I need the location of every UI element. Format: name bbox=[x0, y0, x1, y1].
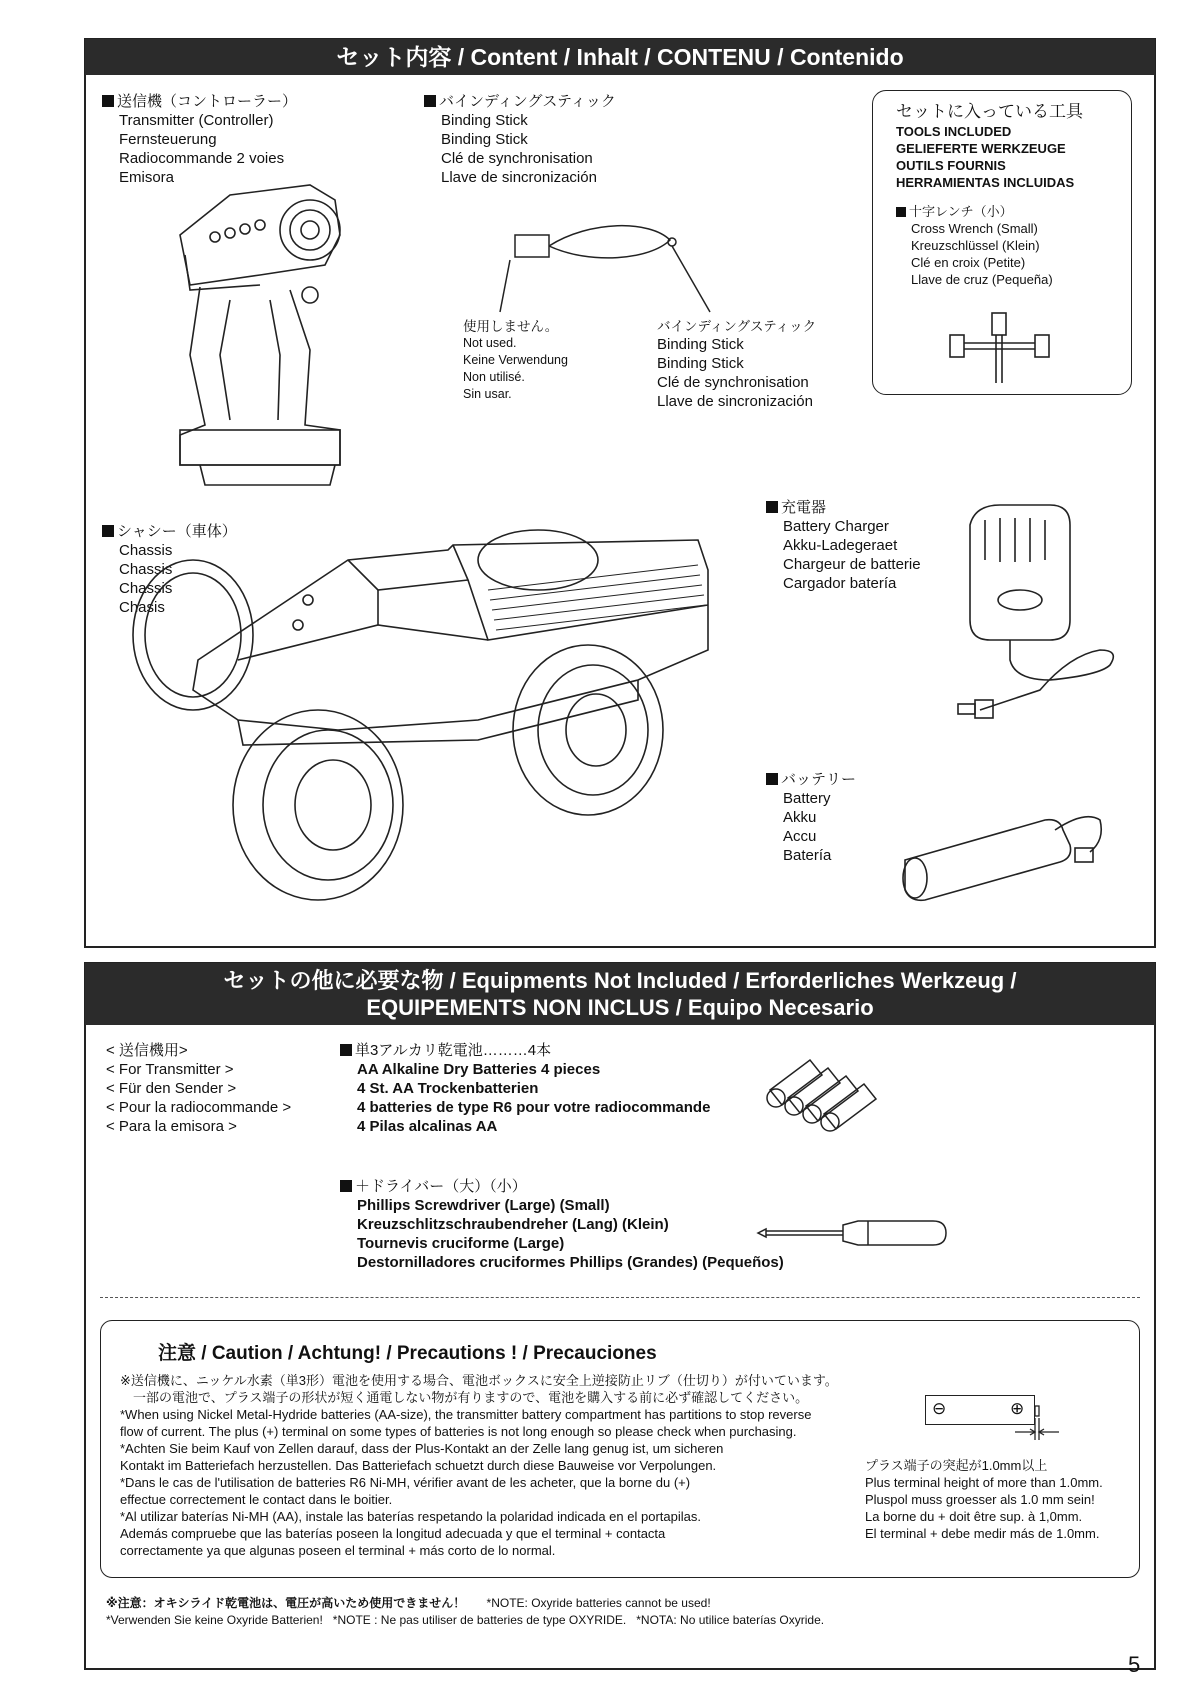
chassis-line: Chasis bbox=[119, 599, 165, 616]
for-transmitter-line: < Pour la radiocommande > bbox=[106, 1099, 292, 1116]
aa-batteries-label bbox=[340, 1041, 710, 1136]
charger-heading: 充電器 bbox=[781, 499, 827, 516]
caution-paragraph: Además compruebe que las baterías poseen la longitud adecuada y que el terminal + contacta bbox=[120, 1526, 666, 1541]
cross-wrench-icon bbox=[945, 313, 1055, 383]
terminal-dimension-marker bbox=[1035, 1400, 1095, 1450]
callout-line: Binding Stick bbox=[657, 336, 744, 353]
terminal-note-line: La borne du + doit être sup. à 1,0mm. bbox=[865, 1509, 1083, 1524]
battery-terminal-diagram bbox=[925, 1395, 1035, 1425]
caution-paragraph: correctamente ya que algunas poseen el terminal + más corto de lo normal. bbox=[120, 1543, 556, 1558]
for-transmitter-line: < 送信機用> bbox=[106, 1042, 188, 1059]
callout-line: Llave de sincronización bbox=[657, 393, 813, 410]
bullet-square bbox=[766, 501, 778, 513]
wrench-heading: 十字レンチ（小） bbox=[909, 204, 1013, 219]
wrench-line: Clé en croix (Petite) bbox=[911, 255, 1026, 270]
charger-label bbox=[766, 498, 921, 593]
tools-included-text bbox=[896, 101, 1083, 288]
battery-line: Battery bbox=[783, 790, 831, 807]
bullet-square bbox=[766, 773, 778, 785]
binding-stick-line: Binding Stick bbox=[441, 112, 528, 129]
screwdriver-line: Kreuzschlitzschraubendreher (Lang) (Klein) bbox=[357, 1216, 669, 1233]
chassis-illustration bbox=[118, 530, 718, 920]
chassis-line: Chassis bbox=[119, 561, 173, 578]
not-used-note bbox=[463, 318, 568, 403]
for-transmitter-line: < Para la emisora > bbox=[106, 1118, 237, 1135]
footer-note-2: *Verwenden Sie keine Oxyride Batterien! *NOTE : Ne pas utiliser de batteries de type OXYRIDE. *NOTA: No utilice baterías Oxyride. bbox=[106, 1613, 825, 1627]
binding-stick-line: Llave de sincronización bbox=[441, 169, 597, 186]
for-transmitter-note bbox=[106, 1041, 291, 1136]
screwdriver-line: Tournevis cruciforme (Large) bbox=[357, 1235, 565, 1252]
caution-paragraph: 一部の電池で、プラス端子の形状が短く通電しない物が有りますので、電池を購入する前に必ず確認してください。 bbox=[120, 1390, 809, 1405]
terminal-note-line: プラス端子の突起が1.0mm以上 bbox=[865, 1458, 1048, 1473]
not-used-line: Sin usar. bbox=[463, 387, 512, 401]
terminal-note-line: El terminal + debe medir más de 1.0mm. bbox=[865, 1526, 1100, 1541]
dashed-divider bbox=[100, 1297, 1140, 1298]
chassis-line: Chassis bbox=[119, 580, 173, 597]
transmitter-line: Radiocommande 2 voies bbox=[119, 150, 285, 167]
charger-illustration bbox=[960, 500, 1130, 725]
bullet-square bbox=[102, 95, 114, 107]
equipment-section-title bbox=[85, 963, 1155, 1025]
caution-paragraph: flow of current. The plus (+) terminal on some types of batteries is not long enough so please check when purchasing. bbox=[120, 1424, 797, 1439]
for-transmitter-line: < Für den Sender > bbox=[106, 1080, 237, 1097]
for-transmitter-line: < For Transmitter > bbox=[106, 1061, 234, 1078]
callout-line: バインディングスティック bbox=[657, 319, 817, 334]
screwdriver-line: Phillips Screwdriver (Large) (Small) bbox=[357, 1197, 610, 1214]
terminal-note bbox=[865, 1457, 1103, 1542]
battery-line: Akku bbox=[783, 809, 817, 826]
equipment-title-line1: セットの他に必要な物 / Equipments Not Included / Erforderliches Werkzeug / bbox=[223, 968, 1017, 993]
aa-batteries-line: AA Alkaline Dry Batteries 4 pieces bbox=[357, 1061, 601, 1078]
plus-symbol: ⊕ bbox=[1010, 1399, 1025, 1418]
aa-batteries-line: 4 St. AA Trockenbatterien bbox=[357, 1080, 539, 1097]
transmitter-line: Fernsteuerung bbox=[119, 131, 217, 148]
wrench-line: Cross Wrench (Small) bbox=[911, 221, 1038, 236]
caution-paragraph: *Dans le cas de l'utilisation de batteries R6 Ni-MH, vérifier avant de les acheter, que la borne du (+) bbox=[120, 1475, 691, 1490]
screwdriver-illustration bbox=[758, 1213, 948, 1253]
caution-paragraph: effectue correctement le contact dans le boitier. bbox=[120, 1492, 393, 1507]
equipment-title-line2: EQUIPEMENTS NON INCLUS / Equipo Necesario bbox=[366, 995, 874, 1020]
binding-stick-line: Binding Stick bbox=[441, 131, 528, 148]
not-used-line: Not used. bbox=[463, 336, 517, 350]
bullet-square bbox=[102, 525, 114, 537]
callout-line: Clé de synchronisation bbox=[657, 374, 809, 391]
content-section-title: セット内容 / Content / Inhalt / CONTENU / Contenido bbox=[85, 39, 1155, 75]
tools-line: OUTILS FOURNIS bbox=[896, 158, 1006, 173]
transmitter-heading: 送信機（コントローラー） bbox=[117, 93, 298, 110]
bullet-square bbox=[896, 207, 906, 217]
caution-title: 注意 / Caution / Achtung! / Precautions ! / Precauciones bbox=[158, 1343, 657, 1364]
screwdriver-label bbox=[340, 1177, 784, 1272]
transmitter-illustration bbox=[160, 175, 360, 495]
bullet-square bbox=[340, 1180, 352, 1192]
caution-paragraph: Kontakt im Batteriefach herzustellen. Das Batteriefach schuetzt durch diese Bauweise vor Verpolungen. bbox=[120, 1458, 717, 1473]
chassis-line: Chassis bbox=[119, 542, 173, 559]
charger-line: Akku-Ladegeraet bbox=[783, 537, 898, 554]
battery-line: Batería bbox=[783, 847, 832, 864]
binding-stick-label bbox=[424, 92, 616, 187]
not-used-line: Non utilisé. bbox=[463, 370, 525, 384]
charger-line: Battery Charger bbox=[783, 518, 889, 535]
binding-stick-line: Clé de synchronisation bbox=[441, 150, 593, 167]
footer-note-1 bbox=[106, 1594, 711, 1611]
caution-paragraph: *Al utilizar baterías Ni-MH (AA), instale las baterías respetando la polaridad indicada en el portapilas. bbox=[120, 1509, 701, 1524]
screwdriver-heading: ＋ドライバー（大）（小） bbox=[355, 1178, 527, 1195]
caution-paragraph: *When using Nickel Metal-Hydride batteries (AA-size), the transmitter battery compartment has partitions to stop reverse bbox=[120, 1407, 812, 1422]
minus-symbol: ⊖ bbox=[932, 1399, 947, 1418]
battery-heading: バッテリー bbox=[781, 771, 857, 788]
binding-stick-callout bbox=[657, 318, 816, 411]
page-number: 5 bbox=[1128, 1652, 1141, 1677]
caution-paragraph: *Achten Sie beim Kauf von Zellen darauf, dass der Plus-Kontakt an der Zelle lang genug ist, um sicheren bbox=[120, 1441, 724, 1456]
caution-text bbox=[120, 1372, 880, 1559]
footer-note-en: *NOTE: Oxyride batteries cannot be used! bbox=[486, 1596, 711, 1610]
battery-line: Accu bbox=[783, 828, 817, 845]
terminal-note-line: Pluspol muss groesser als 1.0 mm sein! bbox=[865, 1492, 1095, 1507]
charger-line: Chargeur de batterie bbox=[783, 556, 921, 573]
tools-line: GELIEFERTE WERKZEUGE bbox=[896, 141, 1066, 156]
aa-batteries-line: 4 batteries de type R6 pour votre radiocommande bbox=[357, 1099, 711, 1116]
tools-heading: セットに入っている工具 bbox=[896, 102, 1083, 121]
not-used-line: 使用しません。 bbox=[463, 319, 559, 334]
charger-line: Cargador batería bbox=[783, 575, 897, 592]
transmitter-line: Emisora bbox=[119, 169, 175, 186]
aa-batteries-line: 4 Pilas alcalinas AA bbox=[357, 1118, 498, 1135]
wrench-line: Llave de cruz (Pequeña) bbox=[911, 272, 1053, 287]
bullet-square bbox=[424, 95, 436, 107]
tools-line: HERRAMIENTAS INCLUIDAS bbox=[896, 175, 1075, 190]
wrench-line: Kreuzschlüssel (Klein) bbox=[911, 238, 1040, 253]
aa-batteries-heading: 単3アルカリ乾電池………4本 bbox=[355, 1042, 552, 1059]
battery-pack-illustration bbox=[895, 800, 1105, 900]
not-used-line: Keine Verwendung bbox=[463, 353, 568, 367]
binding-stick-heading: バインディングスティック bbox=[439, 93, 616, 110]
screwdriver-line: Destornilladores cruciformes Phillips (Grandes) (Pequeños) bbox=[357, 1254, 784, 1271]
callout-line: Binding Stick bbox=[657, 355, 744, 372]
binding-stick-illustration bbox=[500, 210, 740, 320]
transmitter-label bbox=[102, 92, 297, 187]
transmitter-line: Transmitter (Controller) bbox=[119, 112, 274, 129]
bullet-square bbox=[340, 1044, 352, 1056]
caution-paragraph: ※送信機に、ニッケル水素（単3形）電池を使用する場合、電池ボックスに安全上逆接防止リブ（仕切り）が付いています。 bbox=[120, 1373, 838, 1388]
battery-label bbox=[766, 770, 856, 865]
chassis-heading: シャシー（車体） bbox=[117, 523, 237, 540]
tools-line: TOOLS INCLUDED bbox=[896, 124, 1012, 139]
footer-note-jp: ※注意：オキシライド乾電池は、電圧が高いため使用できません！ bbox=[106, 1596, 466, 1610]
aa-batteries-illustration bbox=[760, 1050, 895, 1135]
terminal-note-line: Plus terminal height of more than 1.0mm. bbox=[865, 1475, 1103, 1490]
